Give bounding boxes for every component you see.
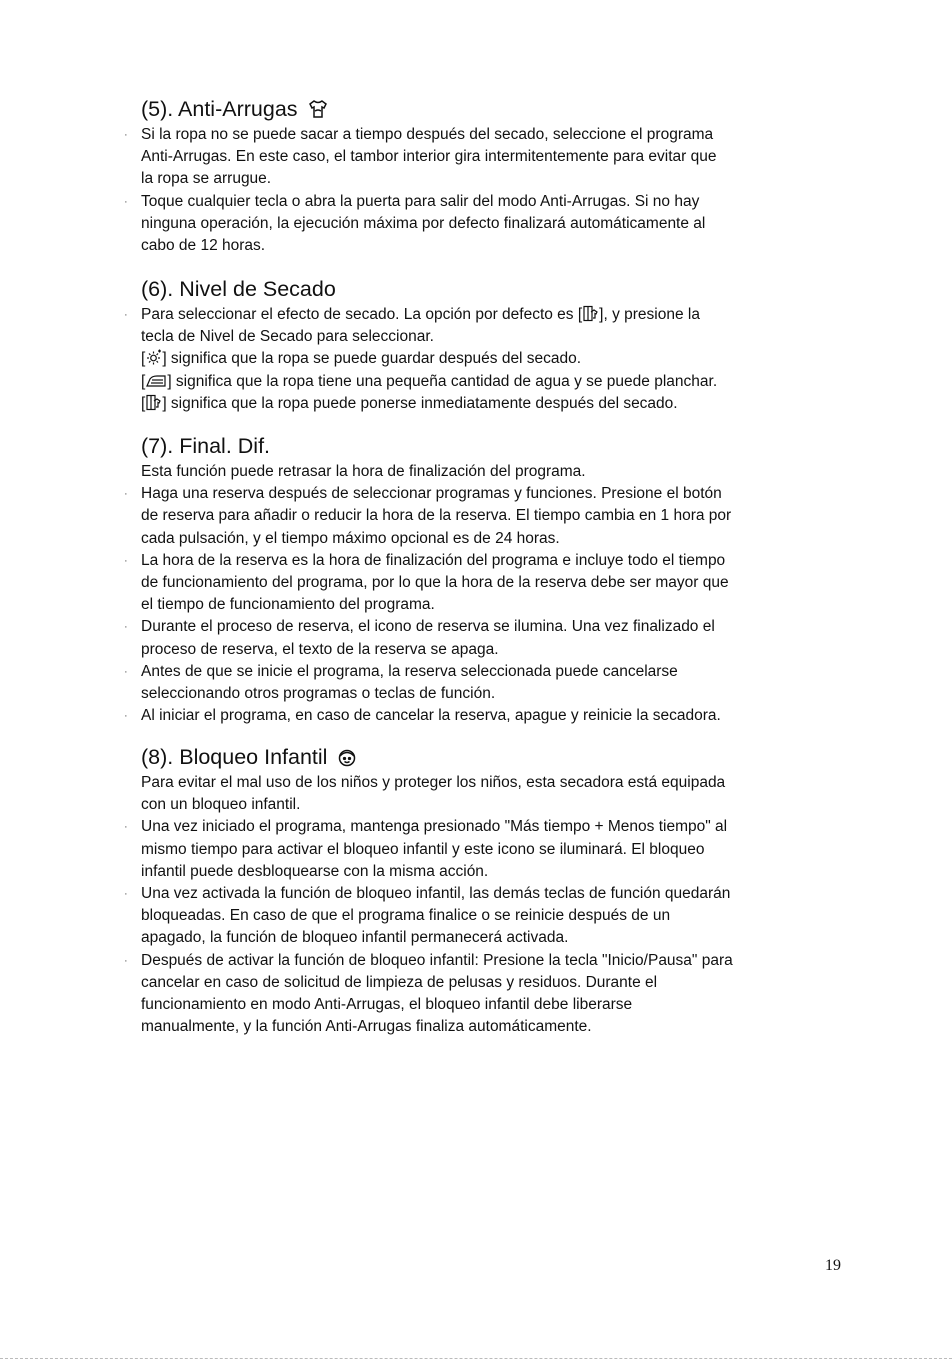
paragraph-line: · Si la ropa no se puede sacar a tiempo después del secado, seleccione el programa [141,124,821,146]
paragraph-line: Para evitar el mal uso de los niños y proteger los niños, esta secadora está equipada [141,774,726,791]
text-fragment: ] significa que la ropa puede ponerse inmediatamente después del secado. [162,394,678,412]
paragraph-line: cada pulsación, y el tiempo máximo opcional es de 24 horas. [141,529,560,547]
section-final-dif [141,432,821,727]
paragraph-line: Anti-Arrugas. En este caso, el tambor interior gira intermitentemente para evitar que [141,148,717,166]
section-heading [141,743,821,771]
paragraph-line: cabo de 12 horas. [141,237,266,255]
paragraph-line: · Una vez iniciado el programa, mantenga presionado "Más tiempo + Menos tiempo" al [141,816,821,838]
shirt-icon [307,98,329,120]
text-fragment: [ [141,372,146,390]
text-fragment: ] significa que la ropa tiene una pequeña cantidad de agua y se puede planchar. [167,372,718,390]
section-title: (5). Anti-Arrugas [141,97,298,121]
text-fragment: ], y presione la [599,306,700,323]
paragraph-line: con un bloqueo infantil. [141,796,301,814]
paragraph-line: Esta función puede retrasar la hora de finalización del programa. [141,463,586,480]
paragraph-line: manualmente, y la función Anti-Arrugas finaliza automáticamente. [141,1018,592,1036]
paragraph-line: bloqueadas. En caso de que el programa finalice o se reinicie después de un [141,907,671,925]
paragraph-line: · Durante el proceso de reserva, el icono de reserva se ilumina. Una vez finalizado el [141,616,821,638]
text-fragment: [ [141,350,146,368]
paragraph-line: · Después de activar la función de bloqueo infantil: Presione la tecla "Inicio/Pausa" para [141,950,821,972]
section-nivel-secado [141,275,821,415]
section-anti-arrugas [141,95,821,257]
section-title: (8). Bloqueo Infantil [141,745,328,769]
paragraph-line: proceso de reserva, el texto de la reserva se apaga. [141,640,499,658]
section-heading [141,432,821,460]
paragraph-line [141,304,821,326]
section-title: (6). Nivel de Secado [141,277,336,301]
paragraph-line: · Haga una reserva después de seleccionar programas y funciones. Presione el botón [141,483,821,505]
paragraph-line: · Una vez activada la función de bloqueo infantil, las demás teclas de función quedarán [141,883,821,905]
text-fragment: [ [141,394,146,412]
cupboard-dry-icon [145,349,162,366]
section-title: (7). Final. Dif. [141,434,271,458]
paragraph-line: · La hora de la reserva es la hora de finalización del programa e incluye todo el tiempo [141,550,821,572]
paragraph-line: ninguna operación, la ejecución máxima por defecto finalizará automáticamente al [141,214,706,232]
paragraph-line: infantil puede desbloquearse con la misma acción. [141,862,489,880]
text-fragment: Para seleccionar el efecto de secado. La opción por defecto es [ [141,306,583,323]
wear-ready-icon [582,305,599,322]
paragraph-line [141,371,821,393]
paragraph-line: mismo tiempo para activar el bloqueo infantil y este icono se iluminará. El bloqueo [141,840,705,858]
paragraph-line: funcionamiento en modo Anti-Arrugas, el bloqueo infantil debe liberarse [141,996,633,1014]
page-number: 19 [825,1257,841,1274]
paragraph-line: · Al iniciar el programa, en caso de cancelar la reserva, apague y reinicie la secadora. [141,705,821,727]
text-fragment: ] significa que la ropa se puede guardar después del secado. [162,350,582,368]
paragraph-line: · Toque cualquier tecla o abra la puerta para salir del modo Anti-Arrugas. Si no hay [141,191,821,213]
paragraph-line: de funcionamiento del programa, por lo que la hora de la reserva debe ser mayor que [141,574,729,592]
section-heading [141,95,821,123]
paragraph-line: la ropa se arrugue. [141,170,272,188]
paragraph-line [141,393,821,415]
iron-dry-icon [145,372,167,389]
paragraph-line: de reserva para añadir o reducir la hora de la reserva. El tiempo cambia en 1 hora por [141,507,732,525]
paragraph-line: el tiempo de funcionamiento del programa. [141,596,435,614]
wear-ready-icon [145,394,162,411]
section-heading [141,275,821,303]
paragraph-line: · Antes de que se inicie el programa, la reserva seleccionada puede cancelarse [141,661,821,683]
paragraph-line: cancelar en caso de solicitud de limpieza de pelusas y residuos. Durante el [141,973,658,991]
section-bloqueo-infantil [141,743,821,1038]
paragraph-line: apagado, la función de bloqueo infantil permanecerá activada. [141,929,569,947]
paragraph-line [141,348,821,370]
page-bottom-border [0,1358,952,1359]
paragraph-line: tecla de Nivel de Secado para seleccionar. [141,328,434,346]
child-lock-icon [336,746,358,768]
paragraph-line: seleccionando otros programas o teclas de función. [141,685,496,703]
